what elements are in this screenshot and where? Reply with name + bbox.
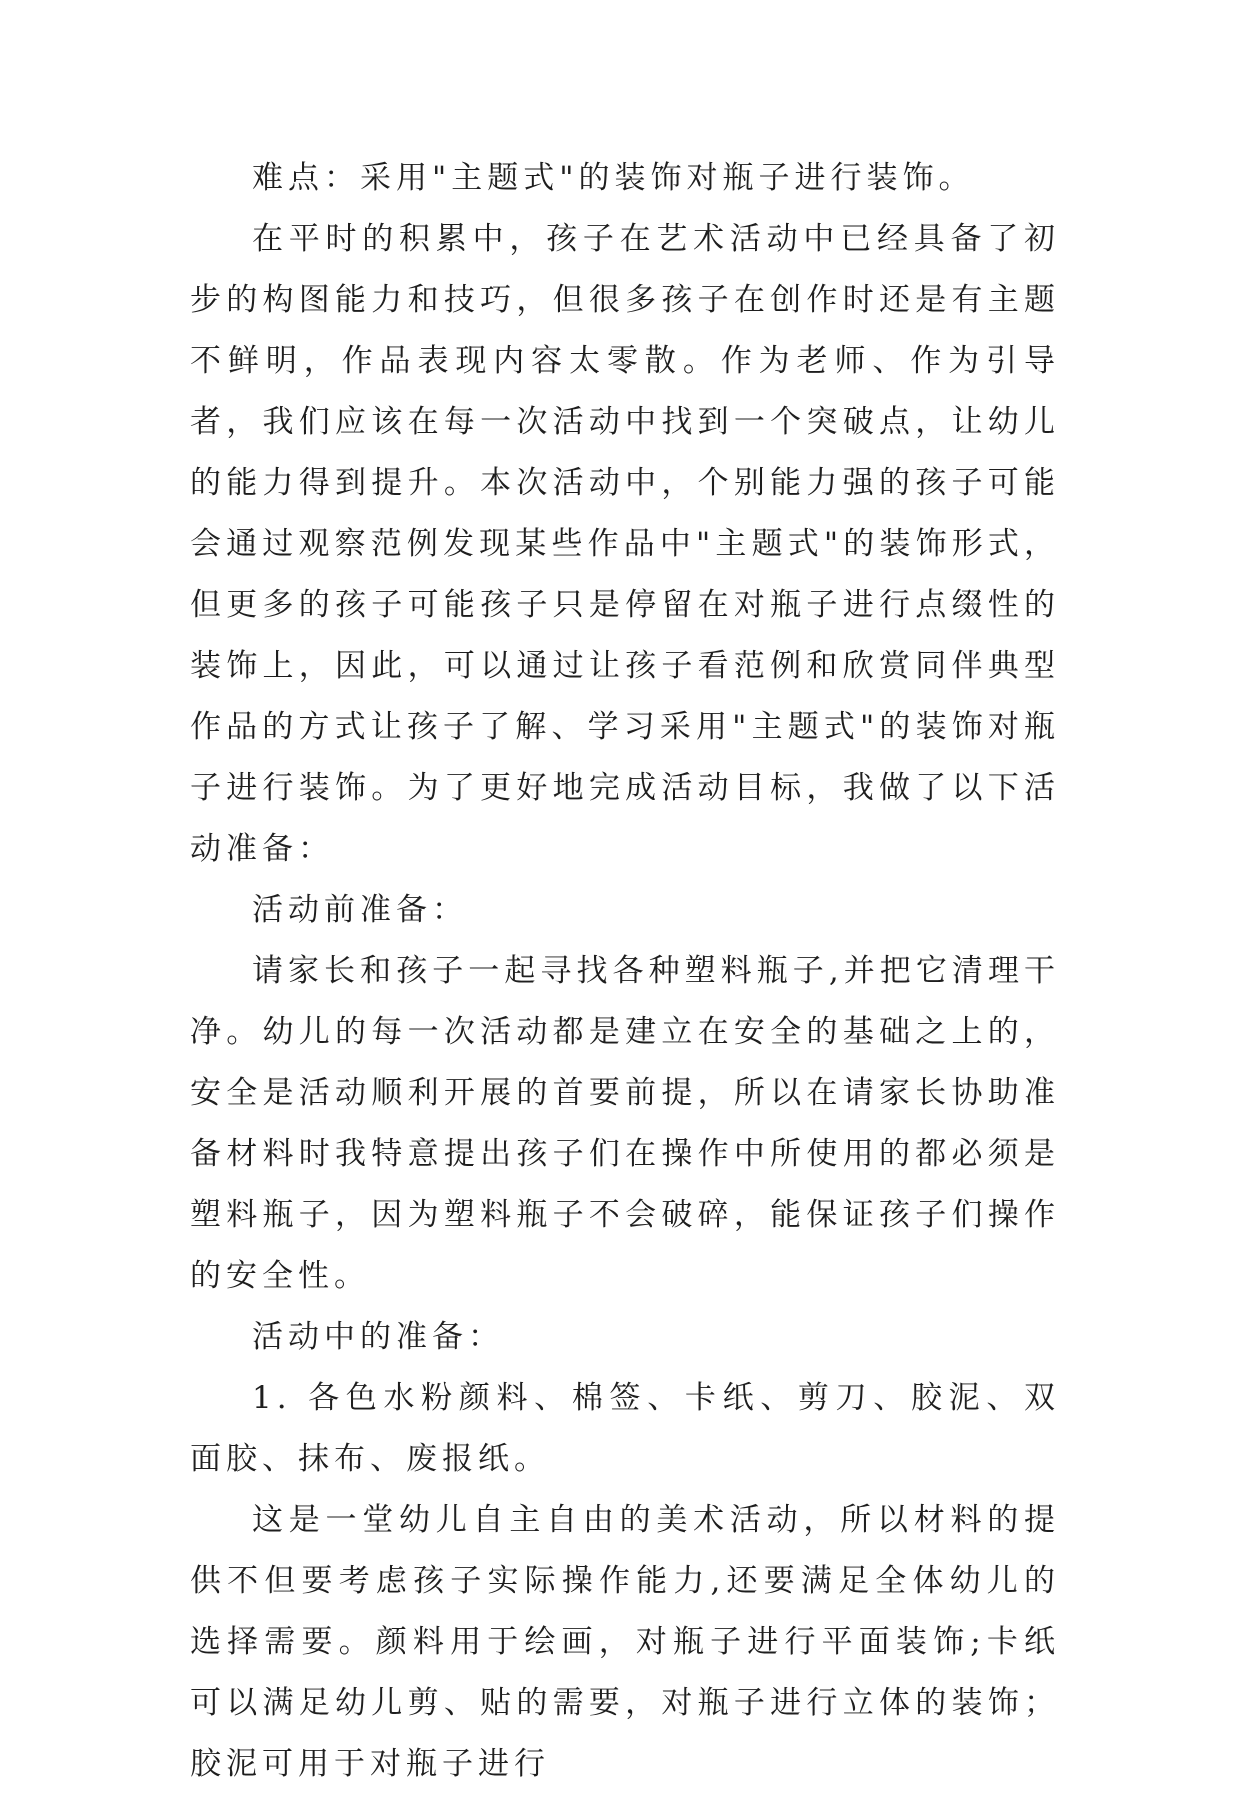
paragraph-difficulty: 难点：采用"主题式"的装饰对瓶子进行装饰。: [252, 160, 975, 196]
document-page: [190, 148, 1060, 1795]
paragraph-pre-activity-prep: 请家长和孩子一起寻找各种塑料瓶子,并把它清理干净。幼儿的每一次活动都是建立在安全的基础之上的，安全是活动顺利开展的首要前提，所以在请家长协助准备材料时我特意提出孩子们在操作中所使用的都必须是塑料瓶子，因为塑料瓶子不会破碎，能保证孩子们操作的安全性。: [190, 953, 1060, 1294]
paragraph-background: 在平时的积累中，孩子在艺术活动中已经具备了初步的构图能力和技巧，但很多孩子在创作时还是有主题不鲜明，作品表现内容太零散。作为老师、作为引导者，我们应该在每一次活动中找到一个突破点，让幼儿的能力得到提升。本次活动中，个别能力强的孩子可能会通过观察范例发现某些作品中"主题式"的装饰形式，但更多的孩子可能孩子只是停留在对瓶子进行点缀性的装饰上，因此，可以通过让孩子看范例和欣赏同伴典型作品的方式让孩子了解、学习采用"主题式"的装饰对瓶子进行装饰。为了更好地完成活动目标，我做了以下活动准备：: [190, 221, 1060, 867]
heading-pre-activity-prep: 活动前准备：: [252, 892, 468, 928]
paragraph-materials-explanation: 这是一堂幼儿自主自由的美术活动，所以材料的提供不但要考虑孩子实际操作能力,还要满足全体幼儿的选择需要。颜料用于绘画，对瓶子进行平面装饰;卡纸可以满足幼儿剪、贴的需要，对瓶子进行立体的装饰；胶泥可用于对瓶子进行: [190, 1502, 1060, 1782]
heading-in-activity-prep: 活动中的准备：: [252, 1319, 504, 1355]
list-item-materials: 1. 各色水粉颜料、棉签、卡纸、剪刀、胶泥、双面胶、抹布、废报纸。: [190, 1380, 1060, 1477]
